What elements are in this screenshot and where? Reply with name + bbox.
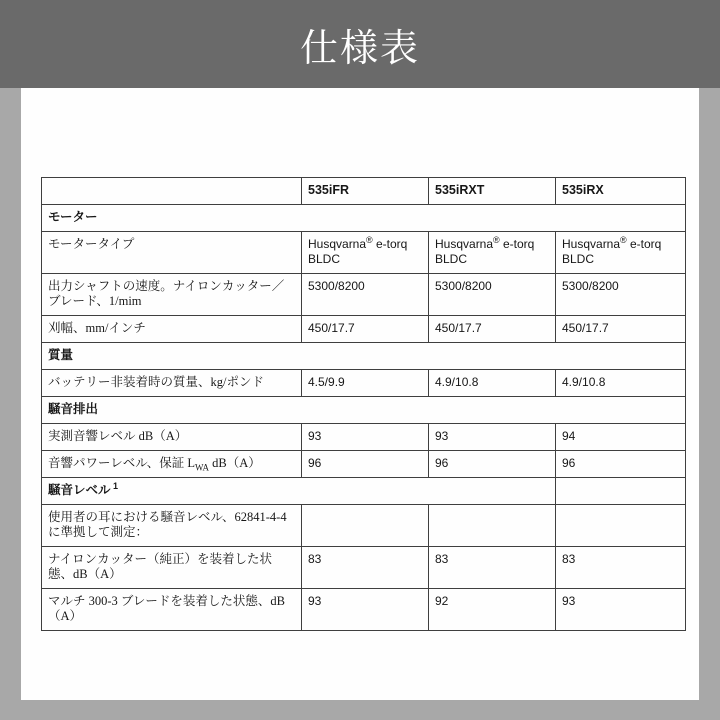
spec-label: 実測音響レベル dB（A） <box>42 424 302 451</box>
spec-value: 93 <box>302 589 429 631</box>
document-page <box>21 88 699 700</box>
spec-value: Husqvarna® e-torq BLDC <box>429 232 556 274</box>
spec-value: 93 <box>556 589 686 631</box>
spec-label: マルチ 300-3 ブレードを装着した状態、dB（A） <box>42 589 302 631</box>
spec-value: 4.9/10.8 <box>556 370 686 397</box>
spec-value: 5300/8200 <box>556 274 686 316</box>
spec-value: 5300/8200 <box>429 274 556 316</box>
section-label: 質量 <box>42 343 686 370</box>
spec-label: モータータイプ <box>42 232 302 274</box>
spec-row <box>42 451 686 478</box>
spec-value: 4.9/10.8 <box>429 370 556 397</box>
corner-cell <box>42 178 302 205</box>
header-bar <box>0 0 720 88</box>
spec-table-body <box>42 178 686 631</box>
spec-row <box>42 316 686 343</box>
spec-row <box>42 232 686 274</box>
spec-value <box>556 505 686 547</box>
model-header: 535iFR <box>302 178 429 205</box>
spec-label: バッテリー非装着時の質量、kg/ポンド <box>42 370 302 397</box>
spec-value: 93 <box>302 424 429 451</box>
section-label: 騒音レベル $^1$ <box>42 478 556 505</box>
spec-value: 96 <box>429 451 556 478</box>
spec-value: 93 <box>429 424 556 451</box>
spec-label: 音響パワーレベル、保証 $L_{WA}$ dB（A） <box>42 451 302 478</box>
spec-row <box>42 547 686 589</box>
spec-row <box>42 589 686 631</box>
model-header: 535iRXT <box>429 178 556 205</box>
model-header: 535iRX <box>556 178 686 205</box>
spec-value: Husqvarna® e-torq BLDC <box>302 232 429 274</box>
section-row <box>42 205 686 232</box>
spec-label: ナイロンカッター（純正）を装着した状態、dB（A） <box>42 547 302 589</box>
spec-value: 96 <box>556 451 686 478</box>
spec-value: 83 <box>302 547 429 589</box>
spec-value: 450/17.7 <box>302 316 429 343</box>
table-header-row <box>42 178 686 205</box>
spec-value: Husqvarna® e-torq BLDC <box>556 232 686 274</box>
spec-label: 使用者の耳における騒音レベル、62841-4-4 に準拠して測定： <box>42 505 302 547</box>
spec-label: 出力シャフトの速度。ナイロンカッター／ブレード、1/mim <box>42 274 302 316</box>
spec-value: 94 <box>556 424 686 451</box>
empty-cell <box>556 478 686 505</box>
spec-value <box>429 505 556 547</box>
section-label: 騒音排出 <box>42 397 686 424</box>
spec-row <box>42 370 686 397</box>
spec-value: 450/17.7 <box>556 316 686 343</box>
section-row <box>42 397 686 424</box>
spec-value: 5300/8200 <box>302 274 429 316</box>
spec-value: 4.5/9.9 <box>302 370 429 397</box>
section-label: モーター <box>42 205 686 232</box>
spec-label: 刈幅、mm/インチ <box>42 316 302 343</box>
spec-value: 83 <box>556 547 686 589</box>
spec-value: 450/17.7 <box>429 316 556 343</box>
spec-row <box>42 424 686 451</box>
spec-row <box>42 505 686 547</box>
section-row <box>42 478 686 505</box>
spec-table <box>41 177 686 631</box>
spec-value <box>302 505 429 547</box>
spec-value: 96 <box>302 451 429 478</box>
spec-row <box>42 274 686 316</box>
spec-value: 83 <box>429 547 556 589</box>
page-title: 仕様表 <box>299 27 420 70</box>
section-row <box>42 343 686 370</box>
spec-value: 92 <box>429 589 556 631</box>
